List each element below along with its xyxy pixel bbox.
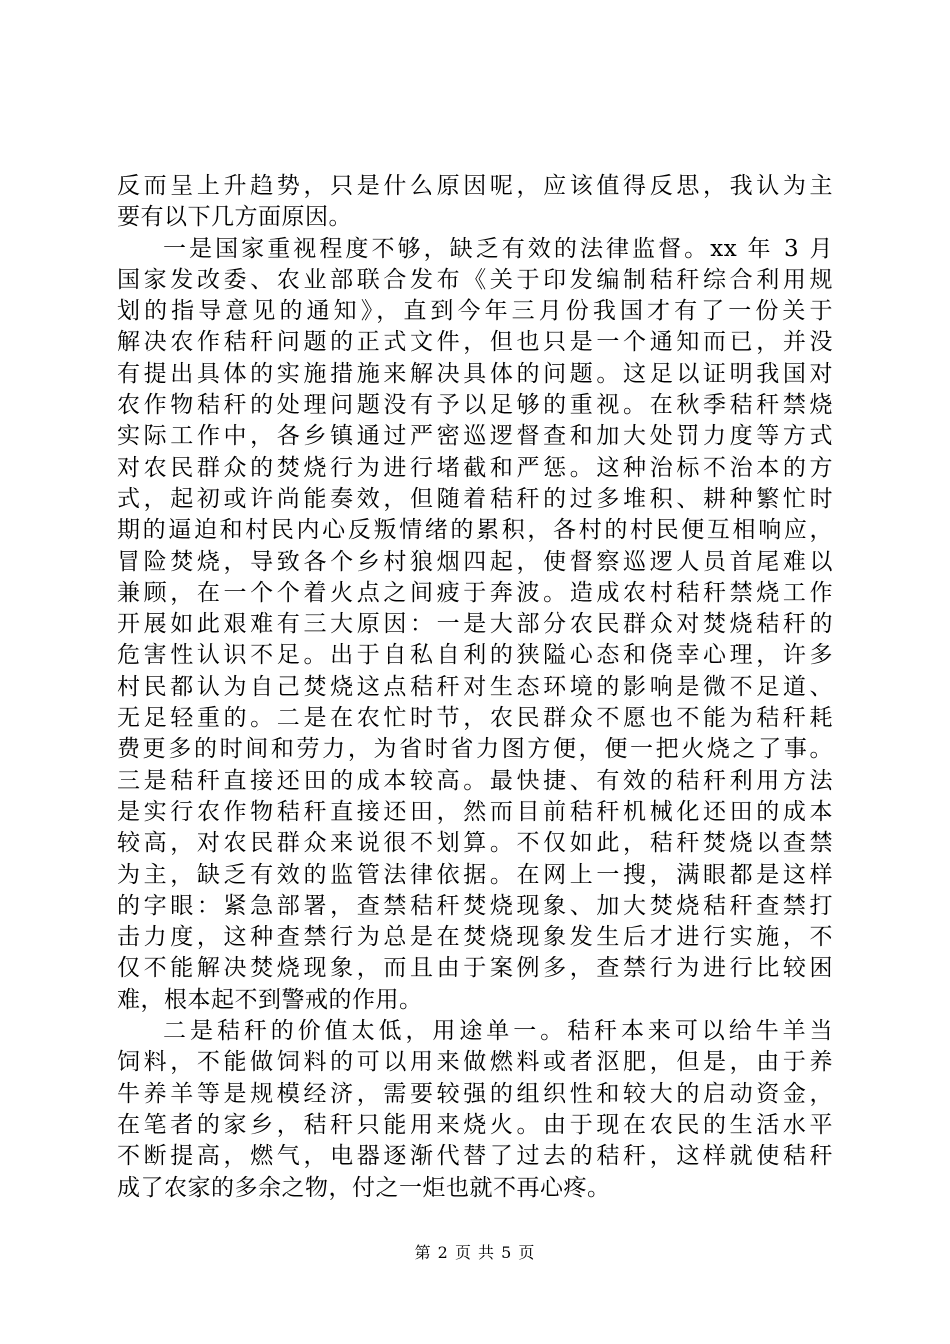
paragraph: [117, 234, 833, 1016]
text-line: 成了农家的多余之物，付之一炬也就不再心疼。: [117, 1174, 611, 1201]
paragraph: [117, 1016, 833, 1204]
text-line: 有提出具体的实施措施来解决具体的问题。这足以证明我国对: [117, 360, 833, 387]
text-line: 难，根本起不到警戒的作用。: [117, 986, 423, 1013]
text-line: 在笔者的家乡，秸秆只能用来烧火。由于现在农民的生活水平: [117, 1111, 833, 1138]
text-line: 式，起初或许尚能奏效，但随着秸秆的过多堆积、耕种繁忙时: [117, 485, 833, 512]
text-line: 期的逼迫和村民内心反叛情绪的累积，各村的村民便互相响应，: [117, 517, 833, 544]
text-line: 是实行农作物秸秆直接还田，然而目前秸秆机械化还田的成本: [117, 798, 833, 825]
text-line: 村民都认为自己焚烧这点秸秆对生态环境的影响是微不足道、: [117, 673, 833, 700]
text-line: 三是秸秆直接还田的成本较高。最快捷、有效的秸秆利用方法: [117, 767, 833, 794]
text-line: 危害性认识不足。出于自私自利的狭隘心态和侥幸心理，许多: [117, 642, 833, 669]
text-line: 国家发改委、农业部联合发布《关于印发编制秸秆综合利用规: [117, 266, 833, 293]
document-body: [117, 171, 833, 1204]
text-line: 费更多的时间和劳力，为省时省力图方便，便一把火烧之了事。: [117, 736, 833, 763]
page-number-footer: 第 2 页 共 5 页: [414, 1243, 536, 1262]
text-line: 开展如此艰难有三大原因：一是大部分农民群众对焚烧秸秆的: [117, 611, 833, 638]
text-line: 饲料，不能做饲料的可以用来做燃料或者沤肥，但是，由于养: [117, 1049, 833, 1076]
text-line: 二是秸秆的价值太低，用途单一。秸秆本来可以给牛羊当: [163, 1018, 833, 1045]
text-line: 实际工作中，各乡镇通过严密巡逻督查和加大处罚力度等方式: [117, 423, 833, 450]
text-line: 对农民群众的焚烧行为进行堵截和严惩。这种治标不治本的方: [117, 454, 833, 481]
text-line: 要有以下几方面原因。: [117, 204, 352, 231]
text-line: 兼顾，在一个个着火点之间疲于奔波。造成农村秸秆禁烧工作: [117, 579, 833, 606]
text-line: 较高，对农民群众来说很不划算。不仅如此，秸秆焚烧以查禁: [117, 830, 833, 857]
paragraph: [117, 171, 833, 234]
text-line: 仅不能解决焚烧现象，而且由于案例多，查禁行为进行比较困: [117, 955, 833, 982]
text-line: 无足轻重的。二是在农忙时节，农民群众不愿也不能为秸秆耗: [117, 705, 833, 732]
text-line: 为主，缺乏有效的监管法律依据。在网上一搜，满眼都是这样: [117, 861, 833, 888]
text-line: 划的指导意见的通知》，直到今年三月份我国才有了一份关于: [117, 298, 833, 325]
text-line: 农作物秸秆的处理问题没有予以足够的重视。在秋季秸秆禁烧: [117, 392, 833, 419]
text-line: 反而呈上升趋势，只是什么原因呢，应该值得反思，我认为主: [117, 173, 833, 199]
text-line: 一是国家重视程度不够，缺乏有效的法律监督。xx 年 3 月: [163, 235, 833, 262]
text-line: 解决农作秸秆问题的正式文件，但也只是一个通知而已，并没: [117, 329, 833, 356]
text-line: 牛养羊等是规模经济，需要较强的组织性和较大的启动资金，: [117, 1080, 833, 1107]
text-line: 的字眼：紧急部署，查禁秸秆焚烧现象、加大焚烧秸秆查禁打: [117, 892, 833, 919]
text-line: 不断提高，燃气，电器逐渐代替了过去的秸秆，这样就使秸秆: [117, 1143, 833, 1170]
text-line: 击力度，这种查禁行为总是在焚烧现象发生后才进行实施，不: [117, 924, 833, 951]
text-line: 冒险焚烧，导致各个乡村狼烟四起，使督察巡逻人员首尾难以: [117, 548, 833, 575]
